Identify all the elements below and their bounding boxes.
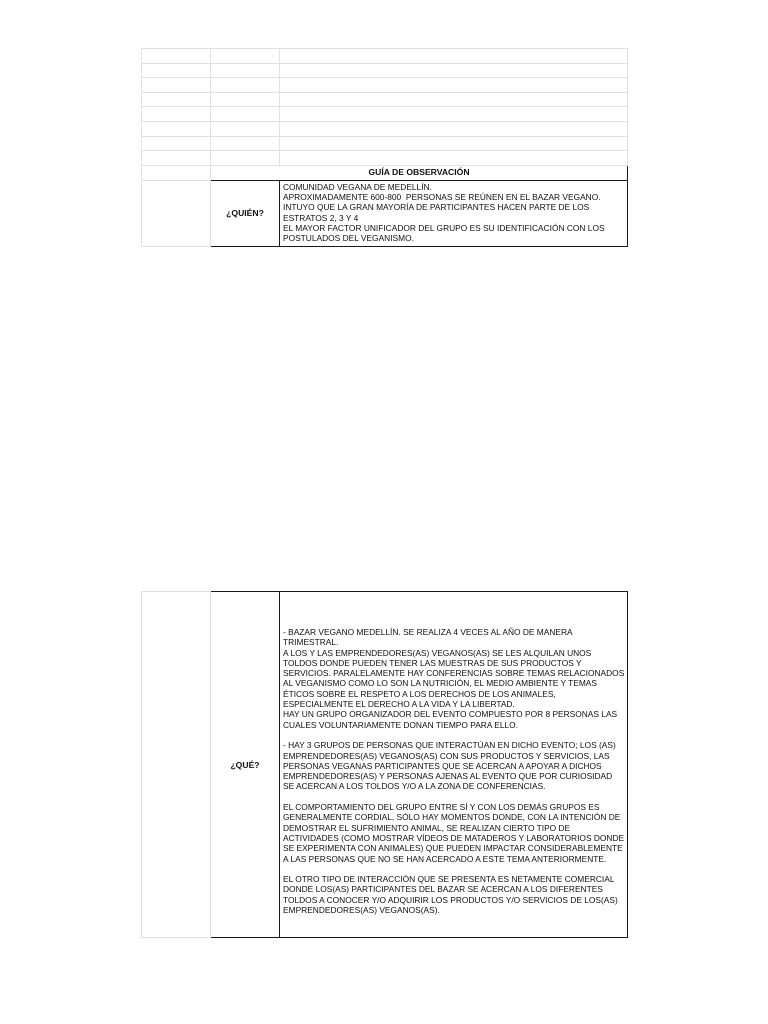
quien-text: COMUNIDAD VEGANA DE MEDELLÍN. APROXIMADAMENTE 600-800 PERSONAS SE REÚNEN EN EL BAZAR VEGANO. INTUYO QUE LA GRAN MAYORÍA DE PARTICIPANTES HACEN PARTE DE LOS ESTRATOS 2, 3 Y 4 EL MAYOR FACTOR UNIFICADOR DEL GRUPO ES SU IDENTIFICACIÓN CON LOS POSTULADOS DEL VEGANISMO. — [280, 180, 628, 246]
grid-cell — [211, 136, 280, 151]
empty-grid-row — [142, 136, 628, 151]
grid-cell — [280, 151, 628, 166]
grid-cell — [211, 63, 280, 78]
grid-cell — [142, 92, 211, 107]
que-label: ¿QUÉ? — [211, 592, 280, 938]
grid-cell — [142, 78, 211, 93]
grid-cell — [142, 165, 211, 180]
grid-cell — [280, 49, 628, 64]
grid-cell — [280, 78, 628, 93]
guide-title-row — [142, 165, 628, 180]
empty-grid-row — [142, 107, 628, 122]
observation-table-bottom — [141, 591, 628, 938]
grid-cell — [211, 151, 280, 166]
grid-cell — [142, 121, 211, 136]
empty-grid-row — [142, 49, 628, 64]
grid-cell — [142, 151, 211, 166]
guide-title: GUÍA DE OBSERVACIÓN — [211, 165, 628, 180]
grid-cell — [142, 180, 211, 246]
grid-cell — [211, 78, 280, 93]
grid-cell — [142, 136, 211, 151]
que-text: - BAZAR VEGANO MEDELLÍN. SE REALIZA 4 VECES AL AÑO DE MANERA TRIMESTRAL. A LOS Y LAS EMPRENDEDORES(AS) VEGANOS(AS) SE LES ALQUILAN UNOS TOLDOS DONDE PUEDEN TENER LAS MUESTRAS DE SUS PRODUCTOS Y SERVICIOS. PARALELAMENTE HAY CONFERENCIAS SOBRE TEMAS RELACIONADOS AL VEGANISMO COMO LO SON LA NUTRICIÓN, EL MEDIO AMBIENTE Y TEMAS ÉTICOS SOBRE EL RESPETO A LOS DERECHOS DE LOS ANIMALES, ESPECIALMENTE EL DERECHO A LA VIDA Y LA LIBERTAD. HAY UN GRUPO ORGANIZADOR DEL EVENTO COMPUESTO POR 8 PERSONAS LAS CUALES VOLUNTARIAMENTE DONAN TIEMPO PARA ELLO. - HAY 3 GRUPOS DE PERSONAS QUE INTERACTÚAN EN DICHO EVENTO; LOS (AS) EMPRENDEDORES(AS) VEGANOS(AS) CON SUS PRODUCTOS Y SERVICIOS, LAS PERSONAS VEGANAS PARTICIPANTES QUE SE ACERCAN A APOYAR A DICHOS EMPRENDEDORES(AS) Y PERSONAS AJENAS AL EVENTO QUE POR CURIOSIDAD SE ACERCAN A LOS TOLDOS Y/O A LA ZONA DE CONFERENCIAS. EL COMPORTAMIENTO DEL GRUPO ENTRE SÍ Y CON LOS DEMÁS GRUPOS ES GENERALMENTE CORDIAL, SÓLO HAY MOMENTOS DONDE, CON LA INTENCIÓN DE DEMOSTRAR EL SUFRIMIENTO ANIMAL, SE REALIZAN CIERTO TIPO DE ACTIVIDADES (COMO MOSTRAR VÍDEOS DE MATADEROS Y LABORATORIOS DONDE SE EXPERIMENTA CON ANIMALES) QUE PUEDEN IMPACTAR CONSIDERABLEMENTE A LAS PERSONAS QUE NO SE HAN ACERCADO A ESTE TEMA ANTERIORMENTE. EL OTRO TIPO DE INTERACCIÓN QUE SE PRESENTA ES NETAMENTE COMERCIAL DONDE LOS(AS) PARTICIPANTES DEL BAZAR SE ACERCAN A LOS DIFERENTES TOLDOS A CONOCER Y/O ADQUIRIR LOS PRODUCTOS Y/O SERVICIOS DE LOS(AS) EMPRENDEDORES(AS) VEGANOS(AS). — [280, 592, 628, 938]
empty-grid-row — [142, 92, 628, 107]
grid-cell — [142, 49, 211, 64]
grid-cell — [280, 136, 628, 151]
grid-cell — [211, 107, 280, 122]
grid-cell — [280, 63, 628, 78]
grid-cell — [211, 121, 280, 136]
quien-label: ¿QUIÉN? — [211, 180, 280, 246]
quien-row — [142, 180, 628, 246]
grid-cell — [211, 49, 280, 64]
grid-cell — [280, 107, 628, 122]
grid-cell — [142, 107, 211, 122]
empty-grid-row — [142, 121, 628, 136]
observation-table-top — [141, 48, 628, 247]
grid-cell — [280, 121, 628, 136]
empty-grid-row — [142, 63, 628, 78]
grid-cell — [211, 92, 280, 107]
grid-cell — [280, 92, 628, 107]
grid-cell — [142, 63, 211, 78]
grid-cell — [142, 592, 211, 938]
empty-grid-row — [142, 78, 628, 93]
que-row — [142, 592, 628, 938]
empty-grid-row — [142, 151, 628, 166]
